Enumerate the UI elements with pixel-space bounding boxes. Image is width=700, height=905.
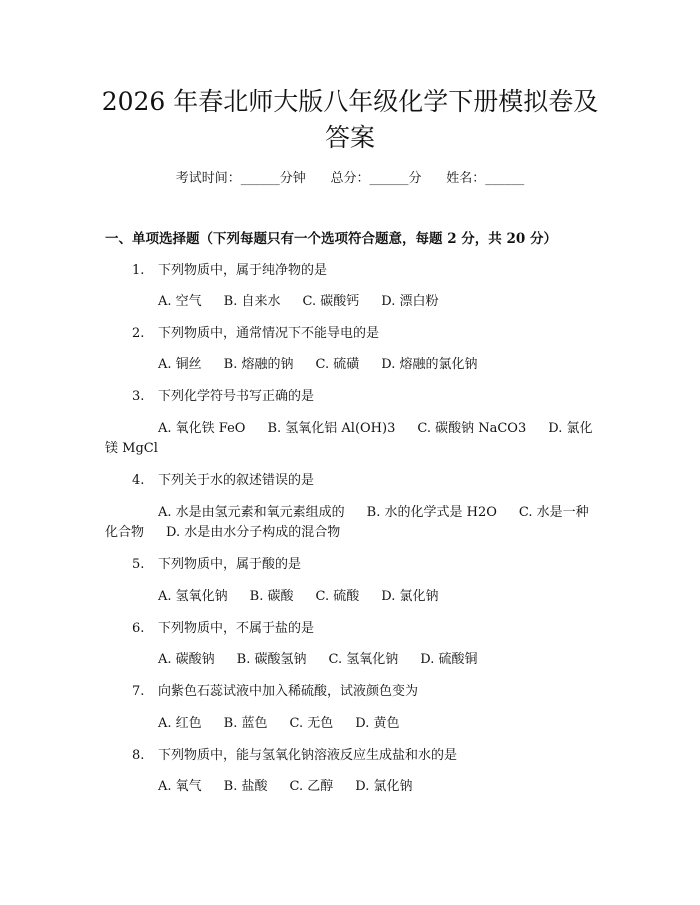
- option-a: A. 碳酸钠: [158, 652, 215, 667]
- option-a: A. 氧化铁 FeO: [158, 421, 246, 436]
- question-number: 5.: [132, 557, 145, 572]
- option-d: D. 硫酸铜: [420, 652, 478, 667]
- option-b: B. 氢氧化铝 Al(OH)3: [267, 421, 396, 436]
- question-2-options: [105, 355, 597, 375]
- question-number: 8.: [132, 748, 145, 763]
- question-text: 下列物质中，能与氢氧化钠溶液反应生成盐和水的是: [158, 748, 458, 763]
- option-a: A. 氧气: [158, 779, 202, 794]
- option-d: D. 氯化镁 MgCl: [105, 421, 593, 456]
- option-c: C. 氢氧化钠: [328, 652, 399, 667]
- option-d: D. 熔融的氯化钠: [381, 357, 478, 372]
- option-b: B. 水的化学式是 H2O: [366, 505, 497, 520]
- question-number: 7.: [132, 684, 145, 699]
- option-c: C. 乙醇: [289, 779, 334, 794]
- option-d: D. 水是由水分子构成的混合物: [166, 525, 341, 540]
- option-c: C. 硫磺: [315, 357, 360, 372]
- question-text: 下列化学符号书写正确的是: [158, 389, 315, 404]
- question-text: 向紫色石蕊试液中加入稀硫酸，试液颜色变为: [158, 684, 419, 699]
- option-b: B. 盐酸: [223, 779, 268, 794]
- section-heading: 一、单项选择题（下列每题只有一个选项符合题意，每题 2 分，共 20 分）: [105, 231, 557, 247]
- question-8: [132, 747, 457, 765]
- option-b: B. 蓝色: [223, 716, 268, 731]
- option-b: B. 碳酸: [249, 589, 294, 604]
- page-title: 2026 年春北师大版八年级化学下册模拟卷及答案: [101, 87, 599, 152]
- question-7-options: [105, 714, 597, 734]
- option-d: D. 黄色: [355, 716, 400, 731]
- question-text: 下列物质中，通常情况下不能导电的是: [158, 326, 380, 341]
- option-a: A. 氢氧化钠: [158, 589, 228, 604]
- option-c: C. 碳酸钠 NaCO3: [417, 421, 527, 436]
- question-1-options: [105, 292, 597, 312]
- exam-meta-line: 考试时间：______分钟 总分：______分 姓名：______: [175, 171, 525, 186]
- question-number: 1.: [132, 263, 145, 278]
- question-2: [132, 325, 379, 343]
- question-7: [132, 683, 418, 701]
- question-text: 下列物质中，属于纯净物的是: [158, 263, 328, 278]
- question-6: [132, 620, 314, 638]
- question-1: [132, 262, 327, 280]
- option-d: D. 氯化钠: [355, 779, 413, 794]
- option-a: A. 空气: [158, 294, 202, 309]
- question-number: 4.: [132, 473, 145, 488]
- question-5-options: [105, 587, 597, 607]
- option-d: D. 漂白粉: [381, 294, 439, 309]
- question-4-options: [105, 503, 597, 543]
- question-6-options: [105, 650, 597, 670]
- question-4: [132, 472, 314, 490]
- option-c: C. 水是一种化合物: [105, 505, 589, 540]
- question-text: 下列关于水的叙述错误的是: [158, 473, 315, 488]
- question-number: 2.: [132, 326, 145, 341]
- question-number: 6.: [132, 621, 145, 636]
- question-text: 下列物质中，属于酸的是: [158, 557, 302, 572]
- option-a: A. 铜丝: [158, 357, 202, 372]
- option-c: C. 硫酸: [315, 589, 360, 604]
- option-b: B. 熔融的钠: [223, 357, 294, 372]
- option-b: B. 自来水: [223, 294, 281, 309]
- question-3: [132, 388, 314, 406]
- option-d: D. 氯化钠: [381, 589, 439, 604]
- question-text: 下列物质中，不属于盐的是: [158, 621, 315, 636]
- option-a: A. 水是由氢元素和氧元素组成的: [158, 505, 345, 520]
- question-5: [132, 556, 301, 574]
- option-c: C. 无色: [289, 716, 334, 731]
- question-3-options: [105, 419, 597, 459]
- option-b: B. 碳酸氢钠: [236, 652, 307, 667]
- question-8-options: [105, 777, 597, 797]
- option-a: A. 红色: [158, 716, 202, 731]
- option-c: C. 碳酸钙: [302, 294, 360, 309]
- question-number: 3.: [132, 389, 145, 404]
